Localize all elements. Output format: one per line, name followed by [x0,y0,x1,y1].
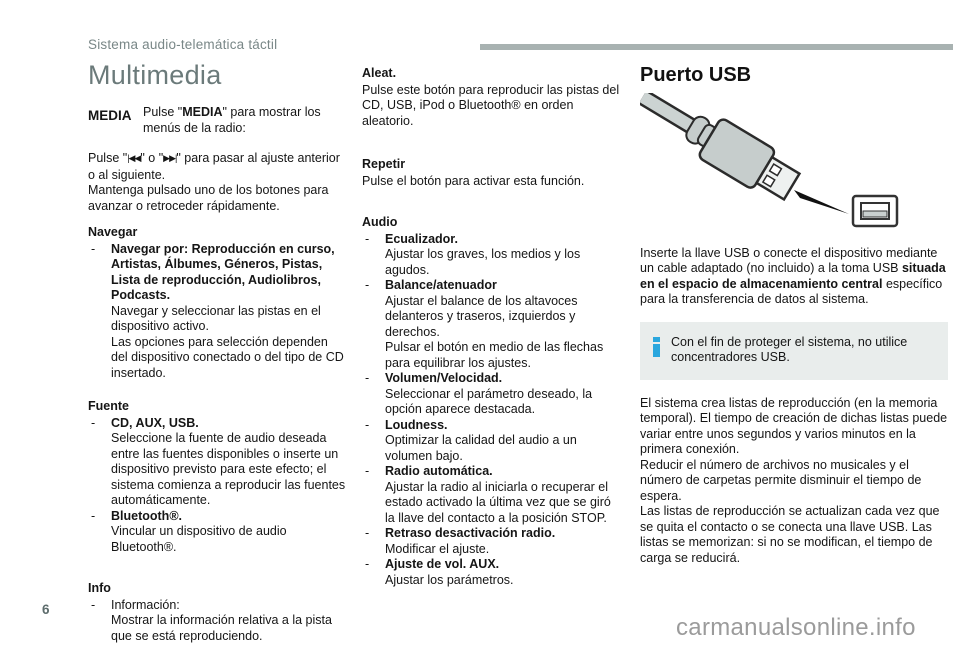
list-item [362,557,624,588]
list-dash: - [365,557,370,571]
list-desc: Navegar y seleccionar las pistas en el dispositivo activo. [111,303,321,333]
list-item [362,418,624,465]
list-item-content [385,371,624,418]
column-middle [362,60,624,588]
list-item [362,232,624,279]
list-term: Navegar por: Reproducción en curso, Artistas, Álbumes, Géneros, Pistas, Lista de reproducción, Audiolibros, Podcasts. [111,241,335,302]
usb-port-tongue [863,211,887,217]
list-desc: Las opciones para selección dependen del dispositivo conectado o del tipo de CD insertado. [111,334,344,380]
list-item [362,371,624,418]
usb-cable [643,97,698,130]
list-dash: - [365,278,370,292]
section-fuente [88,399,346,555]
list-dash: - [91,415,96,430]
list-dash: - [91,241,96,256]
list-desc: Seleccione la fuente de audio deseada entre las fuentes disponibles o inserte un dispositivo previsto para este efecto; el sistema comienza a reproducir las fuentes automáticamente. [111,431,346,507]
list-item [88,416,346,509]
usb-figure [640,93,948,238]
header-rule-bar [480,44,953,50]
list-term: Información: [111,597,180,612]
section-repetir [362,157,624,189]
list-dash: - [365,417,370,432]
list-desc: Ajustar la radio al iniciarla o recuperar el estado activado la última vez que se giró la llave del contacto a la posición STOP. [385,479,611,525]
list-item-content [111,509,346,556]
media-button-row [88,105,346,136]
media-instruction-bold: MEDIA [182,105,223,119]
list-desc: Vincular un dispositivo de audio Bluetooth®. [111,524,287,554]
hold-instruction: Mantenga pulsado uno de los botones para avanzar o retroceder rápidamente. [88,183,329,213]
section-heading: Fuente [88,399,129,413]
body-paragraph: Las listas de reproducción se actualizan cada vez que se quita el contacto o se conecta una llave USB. Las listas se memorizan: si no se modifican, el tiempo de carga se reducirá. [640,504,940,565]
section-navegar [88,225,346,381]
list-desc: Pulsar el botón en medio de las flechas para equilibrar los ajustes. [385,340,604,370]
section-heading: Navegar [88,225,138,239]
list-term: Volumen/Velocidad. [385,371,503,385]
list-dash: - [365,371,370,385]
info-icon-dot [653,337,660,342]
section-heading: Repetir [362,157,406,171]
list-dash: - [365,526,370,540]
column-left [88,60,346,644]
list-item-content [111,598,346,645]
list-item-content [385,232,624,279]
list-dash: - [91,597,96,612]
list-dash: - [91,508,96,523]
usb-note-pre: Inserte la llave USB o conecte el dispositivo mediante un cable adaptado (no incluido) a la toma USB [640,245,938,275]
list-item [88,509,346,556]
list-term: Retraso desactivación radio. [385,526,556,540]
list-term: CD, AUX, USB. [111,415,199,430]
list-item-content [385,278,624,371]
media-button-label: MEDIA [88,108,132,123]
watermark: carmanualsonline.info [676,614,916,641]
list-term: Ecualizador. [385,231,458,246]
media-instruction [143,105,346,136]
list-item [362,526,624,557]
list-term: Ajuste de vol. AUX. [385,557,500,571]
section-heading: Audio [362,215,398,229]
section-body: Pulse el botón para activar esta función. [362,173,585,188]
list-desc: Ajustar los parámetros. [385,572,514,587]
section-heading: Info [88,581,111,595]
usb-note [640,246,948,308]
list-desc: Ajustar los graves, los medios y los agudos. [385,247,581,277]
warning-text: Con el fin de proteger el sistema, no utilice concentradores USB. [671,334,908,364]
usb-section-title: Puerto USB [640,64,752,86]
list-item-content [385,464,624,526]
info-icon [653,337,661,357]
usb-note-bold: situada en el espacio de almacenamiento central [640,261,946,291]
body-paragraph: Reducir el número de archivos no musicales y el número de carpetas permite disminuir el tiempo de espera. [640,457,922,503]
list-item [88,242,346,382]
list-term: Radio automática. [385,464,493,478]
list-desc: Ajustar el balance de los altavoces delanteros y traseros, izquierdos y derechos. [385,293,578,339]
list-term: Balance/atenuador [385,278,497,292]
list-term: Bluetooth®. [111,508,183,523]
section-info [88,581,346,644]
list-item-content [385,418,624,465]
list-item [88,598,346,645]
skip-instruction [88,151,346,183]
insert-arrow [794,190,849,214]
column-right [640,60,948,566]
list-desc: Mostrar la información relativa a la pista que se está reproduciendo. [111,613,332,643]
list-dash: - [365,464,370,478]
warning-box [640,322,948,380]
list-dash: - [365,231,370,246]
list-term: Loudness. [385,417,448,432]
media-instruction-post: " para mostrar los menús de la radio: [143,105,321,135]
list-item-content [385,557,624,588]
body-paragraph: El sistema crea listas de reproducción (en la memoria temporal). El tiempo de creación de dichas listas puede variar entre unos segundos y varios minutos en la primera conexión. [640,395,948,456]
skip-next-icon: ▶▶| [163,153,177,163]
list-desc: Seleccionar el parámetro deseado, la opción aparece destacada. [385,386,593,416]
skip-previous-icon: |◀◀ [127,153,141,163]
list-item [362,278,624,371]
skip-instruction-pre: Pulse " [88,151,128,165]
info-icon-stem [653,344,660,357]
usb-note-post: específico para la transferencia de datos al sistema. [640,276,943,306]
usb-closing-paragraphs [640,396,948,567]
media-instruction-pre: Pulse " [143,105,183,119]
section-heading: Aleat. [362,66,397,80]
list-item [362,464,624,526]
usb-plug-illustration [640,93,948,233]
skip-instruction-post: " para pasar al ajuste anterior o al siguiente. [88,151,340,182]
section-aleat [362,66,624,129]
page-title: Multimedia [88,60,222,90]
page-number: 6 [42,602,50,617]
chapter-header: Sistema audio-telemática táctil [88,37,278,52]
list-item-content [385,526,624,557]
list-desc: Optimizar la calidad del audio a un volumen bajo. [385,433,577,463]
section-audio [362,215,624,588]
skip-instruction-mid: " o " [140,151,164,165]
list-desc: Modificar el ajuste. [385,541,490,556]
section-body: Pulse este botón para reproducir las pistas del CD, USB, iPod o Bluetooth® en orden aleatorio. [362,82,620,128]
list-item-content [111,242,346,382]
list-item-content [111,416,346,509]
